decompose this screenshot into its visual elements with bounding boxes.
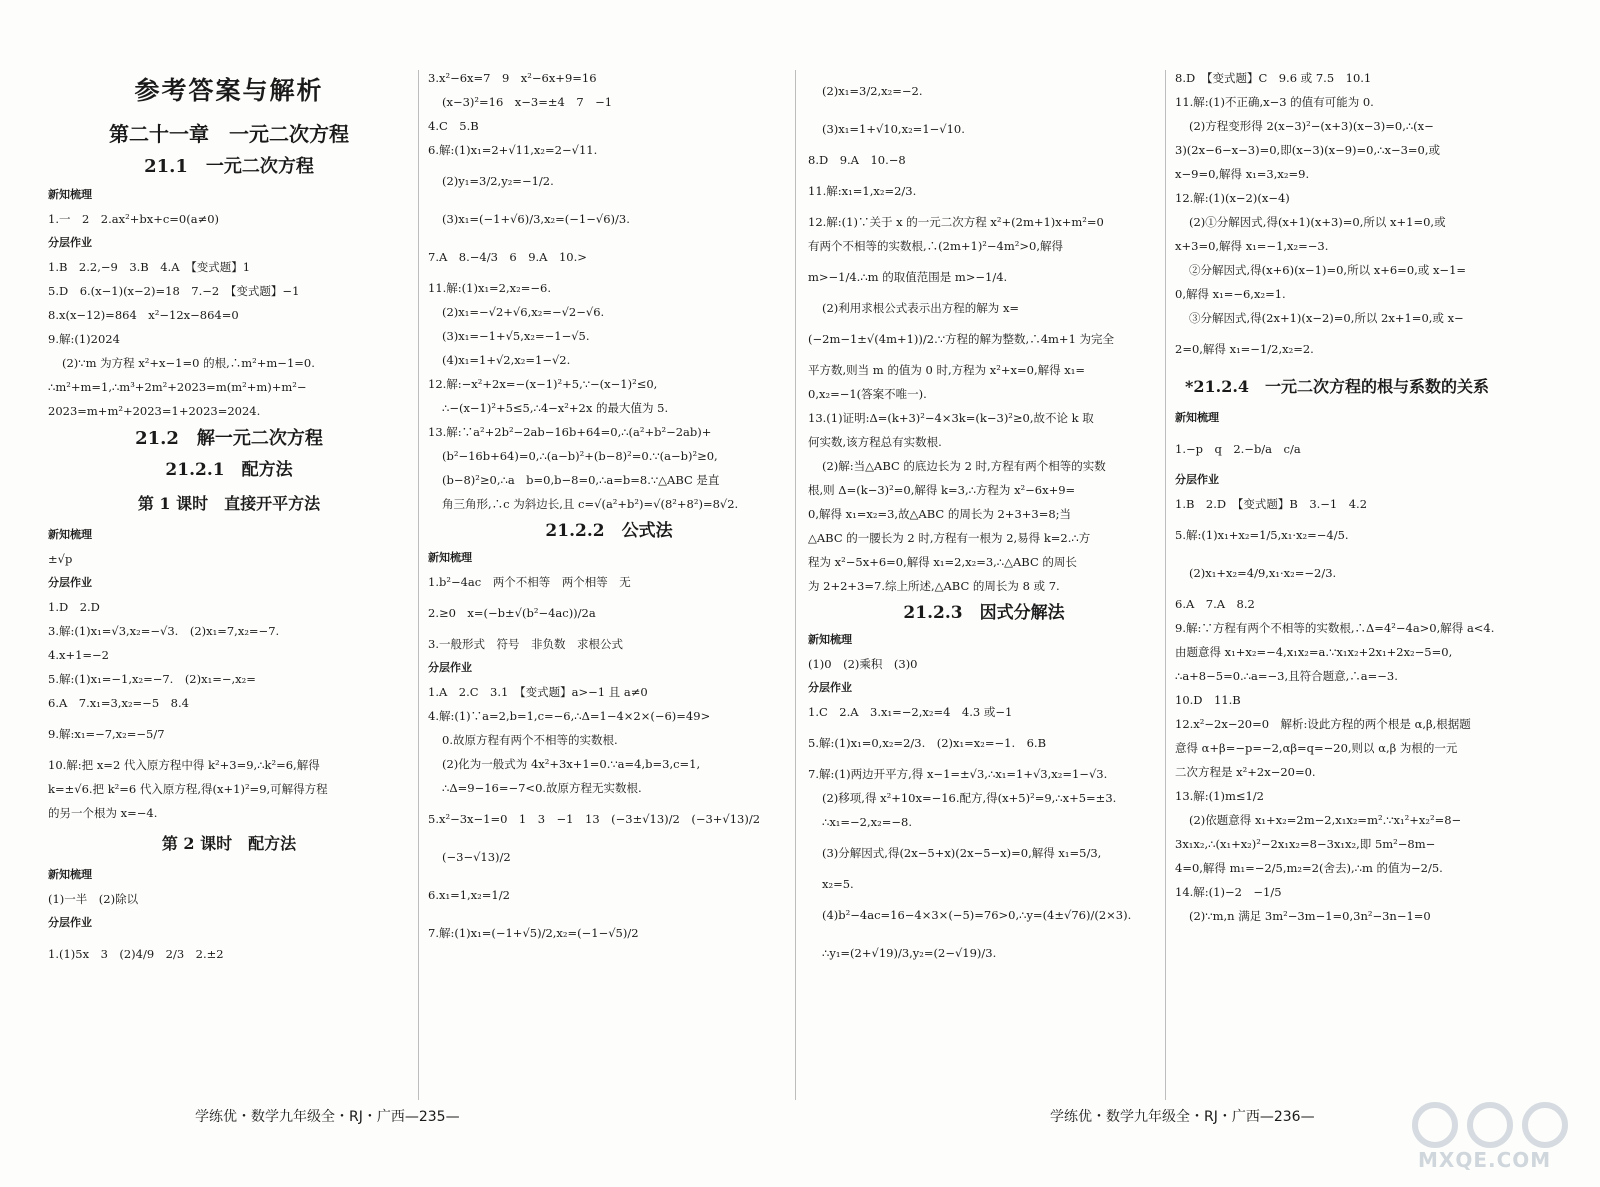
- column-4: [1175, 66, 1547, 928]
- answer-line: (2)解:当△ABC 的底边长为 2 时,方程有两个相等的实数: [822, 459, 1106, 473]
- watermark-url: MXQE.COM: [1418, 1148, 1552, 1172]
- chapter-title: 第二十一章 一元二次方程: [109, 122, 349, 146]
- answer-line: (b²−16b+64)=0,∴(a−b)²+(b−8)²=0.∵(a−b)²≥0,: [442, 449, 718, 463]
- answer-line: 9.解:∵方程有两个不相等的实数根,∴Δ=4²−4a>0,解得 a<4.: [1175, 621, 1495, 635]
- answer-line: (2)∵m,n 满足 3m²−3m−1=0,3n²−3n−1=0: [1189, 909, 1431, 923]
- answer-line: 根,则 Δ=(k−3)²=0,解得 k=3,∴方程为 x²−6x+9=: [808, 483, 1076, 497]
- watermark-logo-icon: [1410, 1100, 1570, 1150]
- answer-line: 1.B 2.D 【变式题】B 3.−1 4.2: [1175, 497, 1368, 511]
- answer-line: 由题意得 x₁+x₂=−4,x₁x₂=a.∵x₁x₂+2x₁+2x₂−5=0,: [1175, 645, 1453, 659]
- answer-line: 4.x+1=−2: [48, 648, 109, 662]
- page-title: 参考答案与解析: [134, 76, 324, 105]
- answer-line: 二次方程是 x²+2x−20=0.: [1175, 765, 1316, 779]
- watermark: [1410, 1100, 1570, 1180]
- answer-line: 8.D 【变式题】C 9.6 或 7.5 10.1: [1175, 71, 1372, 85]
- answer-line: 的另一个根为 x=−4.: [48, 806, 158, 820]
- new-knowledge-label: 新知梳理: [48, 188, 92, 201]
- answer-line: 14.解:(1)−2 −1/5: [1175, 885, 1282, 899]
- answer-line: 4.解:(1)∵a=2,b=1,c=−6,∴Δ=1−4×2×(−6)=49>: [428, 709, 711, 723]
- answer-line: 5.解:(1)x₁+x₂=1/5,x₁·x₂=−4/5.: [1175, 528, 1349, 542]
- answer-line: 1.B 2.2,−9 3.B 4.A 【变式题】1: [48, 260, 251, 274]
- answer-line: (2)依题意得 x₁+x₂=2m−2,x₁x₂=m².∵x₁²+x₂²=8−: [1189, 813, 1462, 827]
- answer-line: (1)0 (2)乘积 (3)0: [808, 657, 918, 671]
- answer-line: (2)x₁+x₂=4/9,x₁·x₂=−2/3.: [1189, 566, 1337, 580]
- subsection-title: 21.2.3 因式分解法: [903, 603, 1065, 623]
- answer-line: 11.解:x₁=1,x₂=2/3.: [808, 184, 917, 198]
- answer-line: (4)x₁=1+√2,x₂=1−√2.: [442, 353, 571, 367]
- answer-line: 5.解:(1)x₁=−1,x₂=−7. (2)x₁=−,x₂=: [48, 672, 256, 686]
- answer-line: 1.(1)5x 3 (2)4/9 2/3 2.±2: [48, 947, 224, 961]
- answer-line: 有两个不相等的实数根,∴(2m+1)²−4m²>0,解得: [808, 239, 1063, 253]
- lesson-title: 第 2 课时 配方法: [161, 834, 297, 853]
- new-knowledge-label: 新知梳理: [808, 633, 852, 646]
- answer-line: 意得 α+β=−p=−2,αβ=q=−20,则以 α,β 为根的一元: [1175, 741, 1458, 755]
- section-title: 21.1 一元二次方程: [144, 156, 314, 177]
- answer-line: 13.解:∵a²+2b²−2ab−16b+64=0,∴(a²+b²−2ab)+: [428, 425, 712, 439]
- answer-line: (2)化为一般式为 4x²+3x+1=0.∵a=4,b=3,c=1,: [442, 757, 701, 771]
- answer-line: 3.解:(1)x₁=√3,x₂=−√3. (2)x₁=7,x₂=−7.: [48, 624, 280, 638]
- answer-line: 何实数,该方程总有实数根.: [808, 435, 942, 449]
- answer-line: 2.≥0 x=(−b±√(b²−4ac))/2a: [428, 606, 596, 620]
- answer-line: 0,解得 x₁=−6,x₂=1.: [1175, 287, 1286, 301]
- answer-line: 7.解:(1)x₁=(−1+√5)/2,x₂=(−1−√5)/2: [428, 926, 639, 940]
- lesson-title: 第 1 课时 直接开平方法: [137, 494, 321, 513]
- homework-label: 分层作业: [48, 916, 92, 929]
- subsection-title: 21.2.2 公式法: [545, 521, 673, 541]
- answer-line: 13.(1)证明:Δ=(k+3)²−4×3k=(k−3)²≥0,故不论 k 取: [808, 411, 1094, 425]
- answer-line: ∴y₁=(2+√19)/3,y₂=(2−√19)/3.: [822, 946, 997, 960]
- answer-line: ③分解因式,得(2x+1)(x−2)=0,所以 2x+1=0,或 x−: [1189, 311, 1464, 325]
- answer-line: 5.D 6.(x−1)(x−2)=18 7.−2 【变式题】−1: [48, 284, 300, 298]
- answer-line: 为 2+2+3=7.综上所述,△ABC 的周长为 8 或 7.: [808, 579, 1060, 593]
- answer-line: x₂=5.: [822, 877, 854, 891]
- answer-line: 7.解:(1)两边开平方,得 x−1=±√3,∴x₁=1+√3,x₂=1−√3.: [808, 767, 1108, 781]
- new-knowledge-label: 新知梳理: [1175, 411, 1219, 424]
- new-knowledge-label: 新知梳理: [48, 868, 92, 881]
- answer-line: 8.x(x−12)=864 x²−12x−864=0: [48, 308, 239, 322]
- answer-line: 7.A 8.−4/3 6 9.A 10.>: [428, 250, 587, 264]
- answer-line: (2)①分解因式,得(x+1)(x+3)=0,所以 x+1=0,或: [1189, 215, 1446, 229]
- answer-line: 12.解:(1)∵关于 x 的一元二次方程 x²+(2m+1)x+m²=0: [808, 215, 1104, 229]
- answer-line: 0,解得 x₁=x₂=3,故△ABC 的周长为 2+3+3=8;当: [808, 507, 1072, 521]
- answer-line: 6.x₁=1,x₂=1/2: [428, 888, 510, 902]
- new-knowledge-label: 新知梳理: [428, 551, 472, 564]
- homework-label: 分层作业: [428, 661, 472, 674]
- homework-label: 分层作业: [808, 681, 852, 694]
- new-knowledge-label: 新知梳理: [48, 528, 92, 541]
- answer-line: 5.解:(1)x₁=0,x₂=2/3. (2)x₁=x₂=−1. 6.B: [808, 736, 1047, 750]
- answer-line: 8.D 9.A 10.−8: [808, 153, 906, 167]
- answer-line: (2)x₁=3/2,x₂=−2.: [822, 84, 923, 98]
- answer-line: 5.x²−3x−1=0 1 3 −1 13 (−3±√13)/2 (−3+√13)/2: [428, 812, 761, 826]
- answer-line: 6.A 7.x₁=3,x₂=−5 8.4: [48, 696, 189, 710]
- answer-line: (2)移项,得 x²+10x=−16.配方,得(x+5)²=9,∴x+5=±3.: [822, 791, 1117, 805]
- answer-line: 1.A 2.C 3.1 【变式题】a>−1 且 a≠0: [428, 685, 648, 699]
- answer-line: (−3−√13)/2: [442, 850, 511, 864]
- answer-line: 12.x²−2x−20=0 解析:设此方程的两个根是 α,β,根据题: [1175, 717, 1471, 731]
- subsection-title: 21.2.1 配方法: [165, 460, 293, 480]
- answer-line: 4.C 5.B: [428, 119, 479, 133]
- page-footer-right: 学练优・数学九年级全・RJ・广西—236—: [1050, 1109, 1315, 1125]
- answer-line: 13.解:(1)m≤1/2: [1175, 789, 1265, 803]
- section-title: 21.2 解一元二次方程: [135, 428, 323, 449]
- answer-line: 6.解:(1)x₁=2+√11,x₂=2−√11.: [428, 143, 598, 157]
- answer-line: 3)(2x−6−x−3)=0,即(x−3)(x−9)=0,∴x−3=0,或: [1175, 143, 1441, 157]
- answer-line: (2)∵m 为方程 x²+x−1=0 的根,∴m²+m−1=0.: [62, 356, 315, 370]
- answer-line: (b−8)²≥0,∴a b=0,b−8=0,∴a=b=8.∵△ABC 是直: [442, 473, 720, 487]
- answer-line: (2)x₁=−√2+√6,x₂=−√2−√6.: [442, 305, 605, 319]
- answer-line: 3.一般形式 符号 非负数 求根公式: [428, 637, 623, 651]
- answer-line: 12.解:(1)(x−2)(x−4): [1175, 191, 1290, 205]
- column-divider: [418, 70, 419, 1100]
- answer-line: 4=0,解得 m₁=−2/5,m₂=2(舍去),∴m 的值为−2/5.: [1175, 861, 1443, 875]
- answer-line: 3x₁x₂,∴(x₁+x₂)²−2x₁x₂=8−3x₁x₂,即 5m²−8m−: [1175, 837, 1436, 851]
- answer-line: ∴x₁=−2,x₂=−8.: [822, 815, 912, 829]
- answer-line: 0.故原方程有两个不相等的实数根.: [442, 733, 618, 747]
- answer-line: (3)x₁=(−1+√6)/3,x₂=(−1−√6)/3.: [442, 212, 630, 226]
- answer-line: (3)分解因式,得(2x−5+x)(2x−5−x)=0,解得 x₁=5/3,: [822, 846, 1102, 860]
- answer-line: 1.−p q 2.−b/a c/a: [1175, 442, 1301, 456]
- answer-line: 1.C 2.A 3.x₁=−2,x₂=4 4.3 或−1: [808, 705, 1013, 719]
- answer-line: 12.解:−x²+2x=−(x−1)²+5,∵−(x−1)²≤0,: [428, 377, 658, 391]
- answer-line: 1.一 2 2.ax²+bx+c=0(a≠0): [48, 212, 220, 226]
- subsection-title: *21.2.4 一元二次方程的根与系数的关系: [1185, 377, 1490, 396]
- answer-line: 2=0,解得 x₁=−1/2,x₂=2.: [1175, 342, 1314, 356]
- homework-label: 分层作业: [48, 576, 92, 589]
- answer-line: (−2m−1±√(4m+1))/2.∵方程的解为整数,∴4m+1 为完全: [808, 332, 1115, 346]
- homework-label: 分层作业: [48, 236, 92, 249]
- answer-line: 10.解:把 x=2 代入原方程中得 k²+3=9,∴k²=6,解得: [48, 758, 320, 772]
- answer-line: (1)一半 (2)除以: [48, 892, 139, 906]
- answer-line: 3.x²−6x=7 9 x²−6x+9=16: [428, 71, 597, 85]
- answer-line: (2)利用求根公式表示出方程的解为 x=: [822, 301, 1020, 315]
- answer-line: ∴−(x−1)²+5≤5,∴4−x²+2x 的最大值为 5.: [442, 401, 669, 415]
- answer-line: 平方数,则当 m 的值为 0 时,方程为 x²+x=0,解得 x₁=: [808, 363, 1086, 377]
- column-divider: [1165, 70, 1166, 1100]
- homework-label: 分层作业: [1175, 473, 1219, 486]
- answer-line: ±√p: [48, 552, 73, 566]
- answer-line: (3)x₁=1+√10,x₂=1−√10.: [822, 122, 965, 136]
- answer-line: m>−1/4.∴m 的取值范围是 m>−1/4.: [808, 270, 1008, 284]
- answer-line: 11.解:(1)不正确,x−3 的值有可能为 0.: [1175, 95, 1374, 109]
- answer-line: (3)x₁=−1+√5,x₂=−1−√5.: [442, 329, 590, 343]
- answer-line: 6.A 7.A 8.2: [1175, 597, 1255, 611]
- column-3: [808, 72, 1160, 972]
- answer-line: ∴Δ=9−16=−7<0.故原方程无实数根.: [442, 781, 642, 795]
- answer-line: 9.解:x₁=−7,x₂=−5/7: [48, 727, 165, 741]
- column-divider: [795, 70, 796, 1100]
- answer-line: 角三角形,∴c 为斜边长,且 c=√(a²+b²)=√(8²+8²)=8√2.: [442, 497, 739, 511]
- answer-line: (2)方程变形得 2(x−3)²−(x+3)(x−3)=0,∴(x−: [1189, 119, 1434, 133]
- answer-line: ∴a+8−5=0.∴a=−3,且符合题意,∴a=−3.: [1175, 669, 1398, 683]
- answer-line: 1.b²−4ac 两个不相等 两个相等 无: [428, 575, 631, 589]
- answer-line: 10.D 11.B: [1175, 693, 1241, 707]
- column-1: [48, 55, 410, 973]
- answer-line: (4)b²−4ac=16−4×3×(−5)=76>0,∴y=(4±√76)/(2×3).: [822, 908, 1132, 922]
- answer-line: (2)y₁=3/2,y₂=−1/2.: [442, 174, 554, 188]
- answer-line: 程为 x²−5x+6=0,解得 x₁=2,x₂=3,∴△ABC 的周长: [808, 555, 1077, 569]
- page-footer-left: 学练优・数学九年级全・RJ・广西—235—: [195, 1109, 460, 1125]
- answer-line: x+3=0,解得 x₁=−1,x₂=−3.: [1175, 239, 1329, 253]
- answer-line: 2023=m+m²+2023=1+2023=2024.: [48, 404, 261, 418]
- answer-line: 1.D 2.D: [48, 600, 100, 614]
- answer-line: 9.解:(1)2024: [48, 332, 120, 346]
- answer-line: ∴m²+m=1,∴m³+2m²+2023=m(m²+m)+m²−: [48, 380, 307, 394]
- answer-line: k=±√6.把 k²=6 代入原方程,得(x+1)²=9,可解得方程: [48, 782, 328, 796]
- answer-line: ②分解因式,得(x+6)(x−1)=0,所以 x+6=0,或 x−1=: [1189, 263, 1467, 277]
- answer-line: (x−3)²=16 x−3=±4 7 −1: [442, 95, 613, 109]
- answer-line: △ABC 的一腰长为 2 时,方程有一根为 2,易得 k=2.∴方: [808, 531, 1091, 545]
- column-2: [428, 66, 790, 952]
- answer-line: 11.解:(1)x₁=2,x₂=−6.: [428, 281, 551, 295]
- answer-line: 0,x₂=−1(答案不唯一).: [808, 387, 927, 401]
- answer-line: x−9=0,解得 x₁=3,x₂=9.: [1175, 167, 1310, 181]
